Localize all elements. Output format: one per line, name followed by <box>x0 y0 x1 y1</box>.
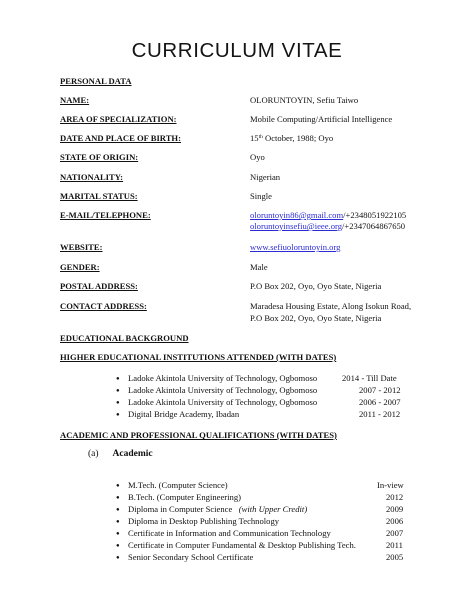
qualification-name: Certificate in Information and Communication Technology <box>128 528 331 538</box>
phone-2: /+2347064867650 <box>342 221 406 231</box>
bullet-icon: ● <box>116 543 120 549</box>
qualification-title: Diploma in Computer Science <box>128 504 233 514</box>
postal-address-label: POSTAL ADDRESS: <box>60 281 138 291</box>
contact-address-label: CONTACT ADDRESS: <box>60 301 147 311</box>
bullet-icon: ● <box>116 376 120 382</box>
qualification-name <box>128 505 307 514</box>
nationality-value: Nigerian <box>250 172 281 182</box>
institution-dates: 2007 - 2012 <box>359 385 401 395</box>
specialization-label: AREA OF SPECIALIZATION: <box>60 114 177 124</box>
academic-subheading <box>88 450 153 460</box>
postal-address-value: P.O Box 202, Oyo, Oyo State, Nigeria <box>250 281 382 291</box>
website-link[interactable]: www.sefiuoloruntoyin.org <box>250 242 341 252</box>
marital-status-label: MARITAL STATUS: <box>60 191 138 201</box>
nationality-label: NATIONALITY: <box>60 172 124 182</box>
bullet-icon: ● <box>116 495 120 501</box>
gender-label: GENDER: <box>60 262 100 272</box>
birth-value <box>250 134 333 143</box>
higher-institutions-heading: HIGHER EDUCATIONAL INSTITUTIONS ATTENDED (WITH DATES) <box>60 352 337 362</box>
institution-dates: 2006 - 2007 <box>359 397 401 407</box>
birth-label: DATE AND PLACE OF BIRTH: <box>60 133 181 143</box>
institution-name: Ladoke Akintola University of Technology, Ogbomoso <box>128 373 318 383</box>
name-value: OLORUNTOYIN, Sefiu Taiwo <box>250 95 359 105</box>
bullet-icon: ● <box>116 412 120 418</box>
qualification-year: 2007 <box>386 528 404 538</box>
document-title: CURRICULUM VITAE <box>131 39 343 62</box>
state-origin-label: STATE OF ORIGIN: <box>60 152 139 162</box>
gender-value: Male <box>250 262 268 272</box>
qualification-name: Senior Secondary School Certificate <box>128 552 254 562</box>
contact-address-line-1: Maradesa Housing Estate, Along Isokun Road, <box>250 301 412 311</box>
birth-rest: October, 1988; Oyo <box>262 133 334 143</box>
birth-day: 15 <box>250 133 259 143</box>
qualifications-heading: ACADEMIC AND PROFESSIONAL QUALIFICATIONS (WITH DATES) <box>60 430 337 440</box>
qualification-year: 2011 <box>386 540 403 550</box>
bullet-icon: ● <box>116 400 120 406</box>
email-telephone-label: E-MAIL/TELEPHONE: <box>60 210 151 220</box>
qualification-name: Diploma in Desktop Publishing Technology <box>128 516 280 526</box>
birth-day-suffix: th <box>258 134 263 140</box>
academic-label: Academic <box>112 449 153 459</box>
email-link-2[interactable]: oloruntoyinsefiu@ieee.org <box>250 221 343 231</box>
qualification-year: In-view <box>377 480 404 490</box>
qualification-year: 2006 <box>386 516 404 526</box>
qualification-name: M.Tech. (Computer Science) <box>128 480 228 490</box>
website-label: WEBSITE: <box>60 242 103 252</box>
bullet-icon: ● <box>116 388 120 394</box>
institution-name: Ladoke Akintola University of Technology, Ogbomoso <box>128 397 318 407</box>
bullet-icon: ● <box>116 483 120 489</box>
qualification-note: (with Upper Credit) <box>238 504 308 514</box>
contact-address-line-2: P.O Box 202, Oyo, Oyo State, Nigeria <box>250 313 382 323</box>
qualification-year: 2005 <box>386 552 404 562</box>
institution-name: Digital Bridge Academy, Ibadan <box>128 409 240 419</box>
educational-background-heading: EDUCATIONAL BACKGROUND <box>60 333 189 343</box>
specialization-value: Mobile Computing/Artificial Intelligence <box>250 114 393 124</box>
email-link-1[interactable]: oloruntoyin86@gmail.com <box>250 210 344 220</box>
contact-line-1 <box>250 211 406 220</box>
personal-data-heading: PERSONAL DATA <box>60 76 132 86</box>
qualification-year: 2012 <box>386 492 404 502</box>
qualification-year: 2009 <box>386 504 404 514</box>
bullet-icon: ● <box>116 507 120 513</box>
marital-status-value: Single <box>250 191 272 201</box>
academic-marker: (a) <box>88 449 99 459</box>
contact-line-2 <box>250 222 405 231</box>
phone-1: /+2348051922105 <box>343 210 407 220</box>
institution-dates: 2014 - Till Date <box>342 373 397 383</box>
qualification-name: Certificate in Computer Fundamental & Desktop Publishing Tech. <box>128 540 356 550</box>
name-label: NAME: <box>60 95 90 105</box>
bullet-icon: ● <box>116 531 120 537</box>
state-origin-value: Oyo <box>250 152 265 162</box>
institution-name: Ladoke Akintola University of Technology, Ogbomoso <box>128 385 318 395</box>
bullet-icon: ● <box>116 519 120 525</box>
qualification-name: B.Tech. (Computer Engineering) <box>128 492 241 502</box>
institution-dates: 2011 - 2012 <box>359 409 401 419</box>
bullet-icon: ● <box>116 555 120 561</box>
